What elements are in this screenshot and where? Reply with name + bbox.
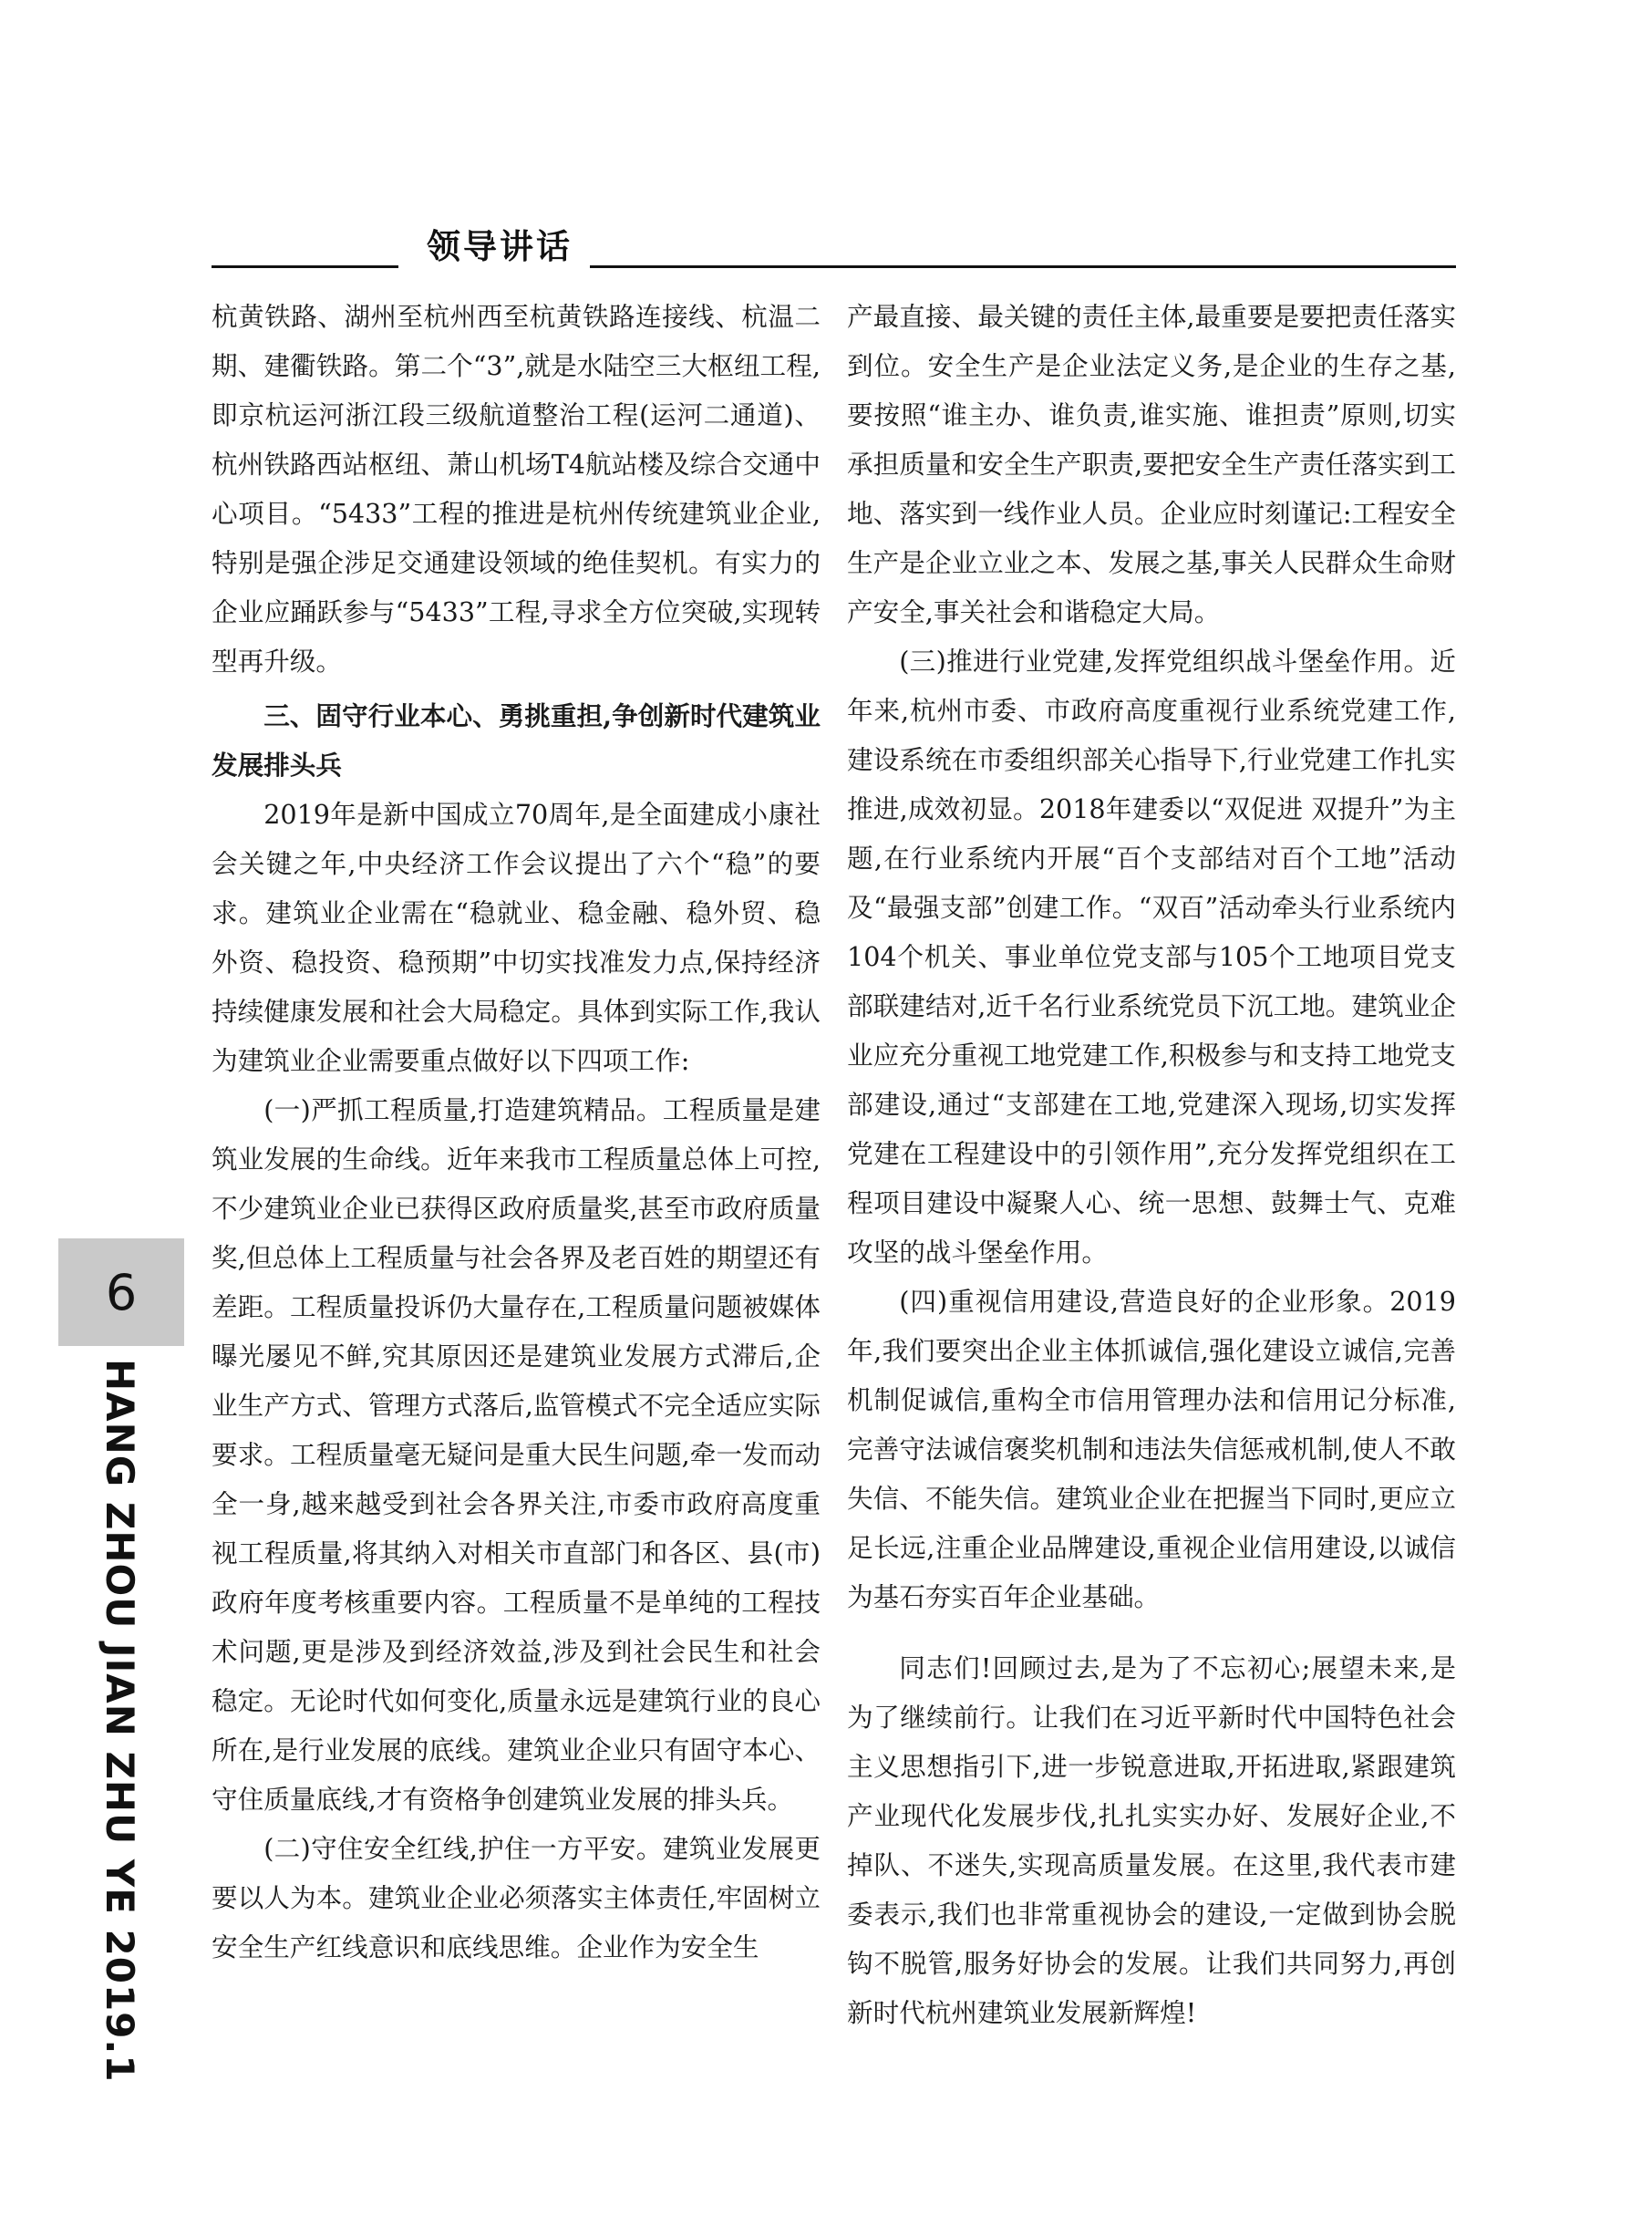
right-paragraph-4: 同志们!回顾过去,是为了不忘初心;展望未来,是为了继续前行。让我们在习近平新时代中国特色社会主义思想指引下,进一步锐意进取,开拓进取,紧跟建筑产业现代化发展步伐,扎扎实实办好、发展好企业,不掉队、不迷失,实现高质量发展。在这里,我代表市建委表示,我们也非常重视协会的建设,一定做到协会脱钩不脱管,服务好协会的发展。让我们共同努力,再创新时代杭州建筑业发展新辉煌! <box>847 1652 1456 2028</box>
header-rule-left <box>212 265 398 268</box>
right-paragraph-1: 产最直接、最关键的责任主体,最重要是要把责任落实到位。安全生产是企业法定义务,是企业的生存之基,要按照“谁主办、谁负责,谁实施、谁担责”原则,切实承担质量和安全生产职责,要把安全生产责任落实到工地、落实到一线作业人员。企业应时刻谨记:工程安全生产是企业立业之本、发展之基,事关人民群众生命财产安全,事关社会和谐稳定大局。 <box>847 301 1456 627</box>
section-title: 领导讲话 <box>427 227 573 266</box>
page-number: 6 <box>58 1238 184 1346</box>
left-paragraph-3: (一)严抓工程质量,打造建筑精品。工程质量是建筑业发展的生命线。近年来我市工程质量总体上可控,不少建筑业企业已获得区政府质量奖,甚至市政府质量奖,但总体上工程质量与社会各界及老百姓的期望还有差距。工程质量投诉仍大量存在,工程质量问题被媒体曝光屡见不鲜,究其原因还是建筑业发展方式滞后,企业生产方式、管理方式落后,监管模式不完全适应实际要求。工程质量毫无疑问是重大民生问题,牵一发而动全一身,越来越受到社会各界关注,市委市政府高度重视工程质量,将其纳入对相关市直部门和各区、县(市)政府年度考核重要内容。工程质量不是单纯的工程技术问题,更是涉及到经济效益,涉及到社会民生和社会稳定。无论时代如何变化,质量永远是建筑行业的良心所在,是行业发展的底线。建筑业企业只有固守本心、守住质量底线,才有资格争创建筑业发展的排头兵。 <box>212 1094 821 1815</box>
section-heading: 三、固守行业本心、勇挑重担,争创新时代建筑业发展排头兵 <box>212 700 821 781</box>
right-column <box>847 292 1456 2037</box>
left-column <box>212 292 821 1972</box>
right-paragraph-3: (四)重视信用建设,营造良好的企业形象。2019年,我们要突出企业主体抓诚信,强化建设立诚信,完善机制促诚信,重构全市信用管理办法和信用记分标准,完善守法诚信褒奖机制和违法失信惩戒机制,使人不敢失信、不能失信。建筑业企业在把握当下同时,更应立足长远,注重企业品牌建设,重视企业信用建设,以诚信为基石夯实百年企业基础。 <box>847 1286 1456 1612</box>
right-paragraph-2: (三)推进行业党建,发挥党组织战斗堡垒作用。近年来,杭州市委、市政府高度重视行业系统党建工作,建设系统在市委组织部关心指导下,行业党建工作扎实推进,成效初显。2018年建委以“双促进 双提升”为主题,在行业系统内开展“百个支部结对百个工地”活动及“最强支部”创建工作。“双百”活动牵头行业系统内104个机关、事业单位党支部与105个工地项目党支部联建结对,近千名行业系统党员下沉工地。建筑业企业应充分重视工地党建工作,积极参与和支持工地党支部建设,通过“支部建在工地,党建深入现场,切实发挥党建在工程建设中的引领作用”,充分发挥党组织在工程项目建设中凝聚人心、统一思想、鼓舞士气、克难攻坚的战斗堡垒作用。 <box>847 646 1456 1268</box>
left-paragraph-4: (二)守住安全红线,护住一方平安。建筑业发展更要以人为本。建筑业企业必须落实主体责任,牢固树立安全生产红线意识和底线思维。企业作为安全生 <box>212 1833 821 1962</box>
header-rule-right <box>590 265 1456 268</box>
left-paragraph-1: 杭黄铁路、湖州至杭州西至杭黄铁路连接线、杭温二期、建衢铁路。第二个“3”,就是水陆空三大枢纽工程,即京杭运河浙江段三级航道整治工程(运河二通道)、杭州铁路西站枢纽、萧山机场T4航站楼及综合交通中心项目。“5433”工程的推进是杭州传统建筑业企业,特别是强企涉足交通建设领域的绝佳契机。有实力的企业应踊跃参与“5433”工程,寻求全方位突破,实现转型再升级。 <box>212 301 821 677</box>
left-paragraph-2: 2019年是新中国成立70周年,是全面建成小康社会关键之年,中央经济工作会议提出了六个“稳”的要求。建筑业企业需在“稳就业、稳金融、稳外贸、稳外资、稳投资、稳预期”中切实找准发力点,保持经济持续健康发展和社会大局稳定。具体到实际工作,我认为建筑业企业需要重点做好以下四项工作: <box>212 799 821 1076</box>
journal-label: HANG ZHOU JIAN ZHU YE 2019.1 <box>98 1359 142 2083</box>
